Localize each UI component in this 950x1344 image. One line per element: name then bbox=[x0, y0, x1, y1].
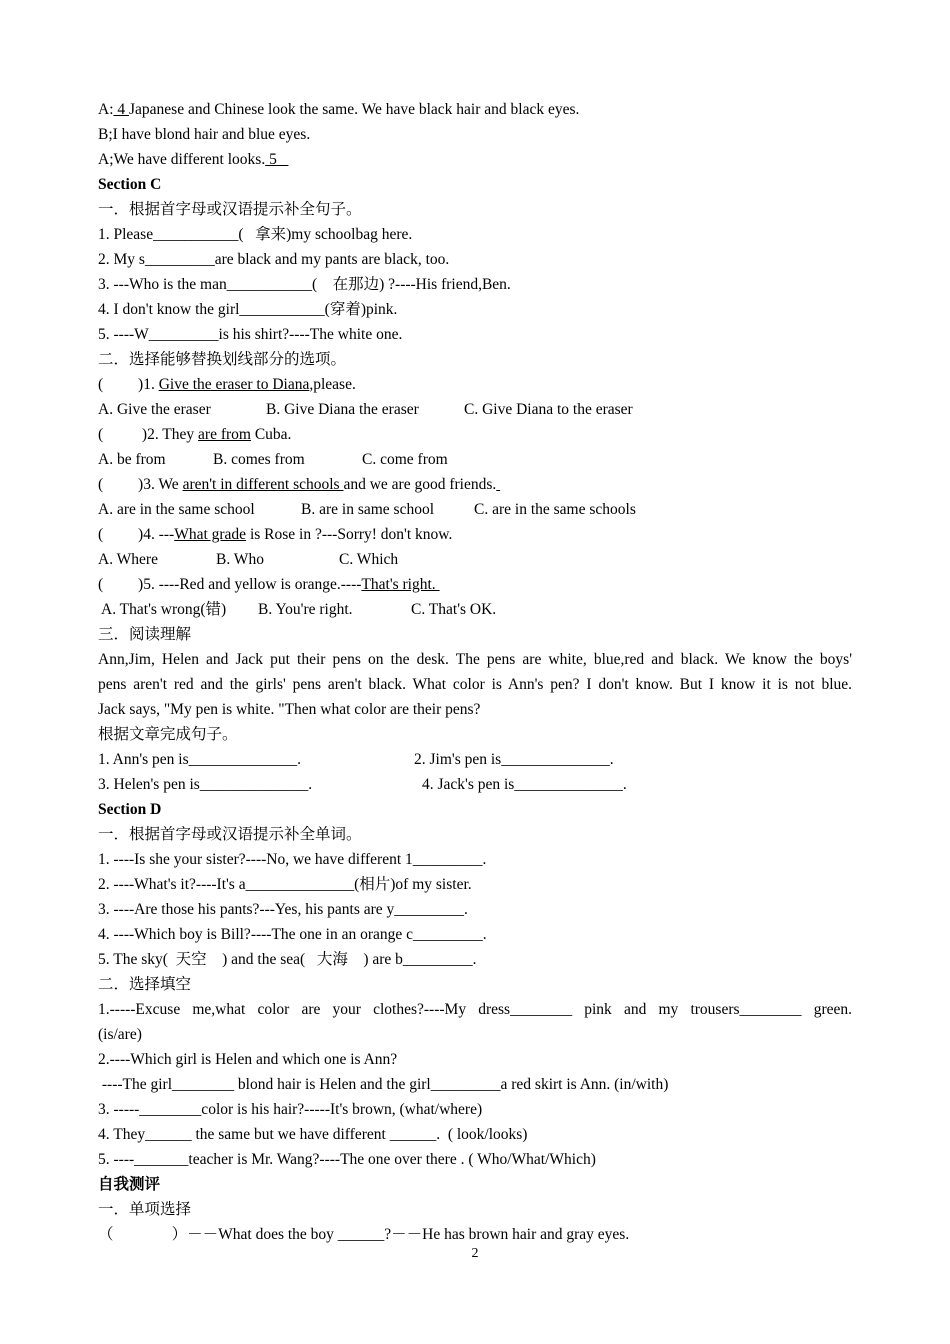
section-d-p2-item: 1.-----Excuse me,what color are your clothes?----My dress________ pink and my trousers________ green. bbox=[98, 1001, 852, 1018]
section-d-p2-item: 4. They______ the same but we have different ______. ( look/looks) bbox=[98, 1126, 528, 1143]
reading-passage-line: Jack says, "My pen is white. "Then what color are their pens? bbox=[98, 701, 481, 718]
option: A. That's wrong(错) bbox=[98, 601, 227, 618]
section-d-p2-item: (is/are) bbox=[98, 1026, 142, 1043]
page-number: 2 bbox=[471, 1246, 479, 1261]
section-c-p1-item: 3. ---Who is the man___________( 在那边) ?----His friend,Ben. bbox=[98, 276, 511, 293]
option: B. Give Diana the eraser bbox=[266, 401, 419, 418]
section-d-p2-item: 3. -----________color is his hair?-----It's brown, (what/where) bbox=[98, 1101, 483, 1118]
answer-blank: 1. Ann's pen is______________. bbox=[98, 751, 302, 768]
dialog-line-a2: A;We have different looks. 5 bbox=[98, 151, 289, 168]
document-page bbox=[98, 97, 852, 1247]
question-5: ( )5. ----Red and yellow is orange.----That's right. bbox=[98, 576, 440, 593]
section-c-p1-item: 4. I don't know the girl___________(穿着)pink. bbox=[98, 301, 398, 318]
question-5-options bbox=[98, 597, 852, 622]
section-d-title: Section D bbox=[98, 801, 162, 818]
blank-5: 5 bbox=[265, 151, 289, 168]
option: A. be from bbox=[98, 451, 166, 468]
question-3-options bbox=[98, 497, 852, 522]
option: A. Give the eraser bbox=[98, 401, 211, 418]
option: A. Where bbox=[98, 551, 158, 568]
dialog-line-b1: B;I have blond hair and blue eyes. bbox=[98, 126, 311, 143]
section-c-part3-heading: 三．阅读理解 bbox=[98, 626, 192, 643]
section-d-p1-item: 3. ----Are those his pants?---Yes, his pants are y_________. bbox=[98, 901, 468, 918]
section-d-part1-heading: 一．根据首字母或汉语提示补全单词。 bbox=[98, 826, 362, 843]
reading-passage-line: Ann,Jim, Helen and Jack put their pens on the desk. The pens are white, blue,red and black. We know the boys' bbox=[98, 651, 852, 668]
reading-passage-line: pens aren't red and the girls' pens aren't black. What color is Ann's pen? I don't know. But I know it is not blue. bbox=[98, 676, 852, 693]
question-2-options bbox=[98, 447, 852, 472]
question-4-options bbox=[98, 547, 852, 572]
option: C. Which bbox=[339, 551, 399, 568]
option: A. are in the same school bbox=[98, 501, 255, 518]
blank-4: 4 bbox=[113, 101, 129, 118]
reading-answers-row bbox=[98, 747, 852, 772]
section-d-p1-item: 1. ----Is she your sister?----No, we have different 1_________. bbox=[98, 851, 487, 868]
option: C. come from bbox=[362, 451, 448, 468]
section-c-p1-item: 5. ----W_________is his shirt?----The white one. bbox=[98, 326, 403, 343]
question-3: ( )3. We aren't in different schools and we are good friends. bbox=[98, 476, 497, 493]
answer-blank: 3. Helen's pen is______________. bbox=[98, 776, 313, 793]
answer-blank: 4. Jack's pen is______________. bbox=[422, 776, 627, 793]
option: B. comes from bbox=[213, 451, 305, 468]
option: B. You're right. bbox=[258, 601, 353, 618]
question-1-options bbox=[98, 397, 852, 422]
section-d-part2-heading: 二．选择填空 bbox=[98, 976, 192, 993]
dialog-line-a1: A: 4 Japanese and Chinese look the same. We have black hair and black eyes. bbox=[98, 101, 580, 118]
self-test-heading: 一．单项选择 bbox=[98, 1201, 192, 1218]
section-d-p1-item: 2. ----What's it?----It's a______________(相片)of my sister. bbox=[98, 876, 472, 893]
question-1: ( )1. Give the eraser to Diana,please. bbox=[98, 376, 356, 393]
option: C. That's OK. bbox=[411, 601, 497, 618]
reading-instruction: 根据文章完成句子。 bbox=[98, 726, 238, 743]
section-c-p1-item: 1. Please___________( 拿来)my schoolbag here. bbox=[98, 226, 413, 243]
section-c-part1-heading: 一．根据首字母或汉语提示补全句子。 bbox=[98, 201, 362, 218]
self-test-question-1: （ ）－－What does the boy ______?－－He has brown hair and gray eyes. bbox=[98, 1226, 630, 1243]
section-c-part2-heading: 二．选择能够替换划线部分的选项。 bbox=[98, 351, 347, 368]
section-c-title: Section C bbox=[98, 176, 162, 193]
option: C. are in the same schools bbox=[474, 501, 636, 518]
section-d-p2-item: ----The girl________ blond hair is Helen and the girl_________a red skirt is Ann. (in/with) bbox=[98, 1076, 669, 1093]
question-4: ( )4. ---What grade is Rose in ?---Sorry! don't know. bbox=[98, 526, 453, 543]
section-d-p1-item: 4. ----Which boy is Bill?----The one in an orange c_________. bbox=[98, 926, 487, 943]
reading-answers-row bbox=[98, 772, 852, 797]
section-d-p1-item: 5. The sky( 天空 ) and the sea( 大海 ) are b_________. bbox=[98, 951, 477, 968]
answer-blank: 2. Jim's pen is______________. bbox=[414, 751, 614, 768]
section-c-p1-item: 2. My s_________are black and my pants are black, too. bbox=[98, 251, 450, 268]
option: C. Give Diana to the eraser bbox=[464, 401, 633, 418]
section-d-p2-item: 5. ----_______teacher is Mr. Wang?----The one over there . ( Who/What/Which) bbox=[98, 1151, 596, 1168]
section-d-p2-item: 2.----Which girl is Helen and which one is Ann? bbox=[98, 1051, 398, 1068]
self-test-title: 自我测评 bbox=[98, 1176, 161, 1193]
option: B. Who bbox=[216, 551, 264, 568]
option: B. are in same school bbox=[301, 501, 435, 518]
question-2: ( )2. They are from Cuba. bbox=[98, 426, 292, 443]
